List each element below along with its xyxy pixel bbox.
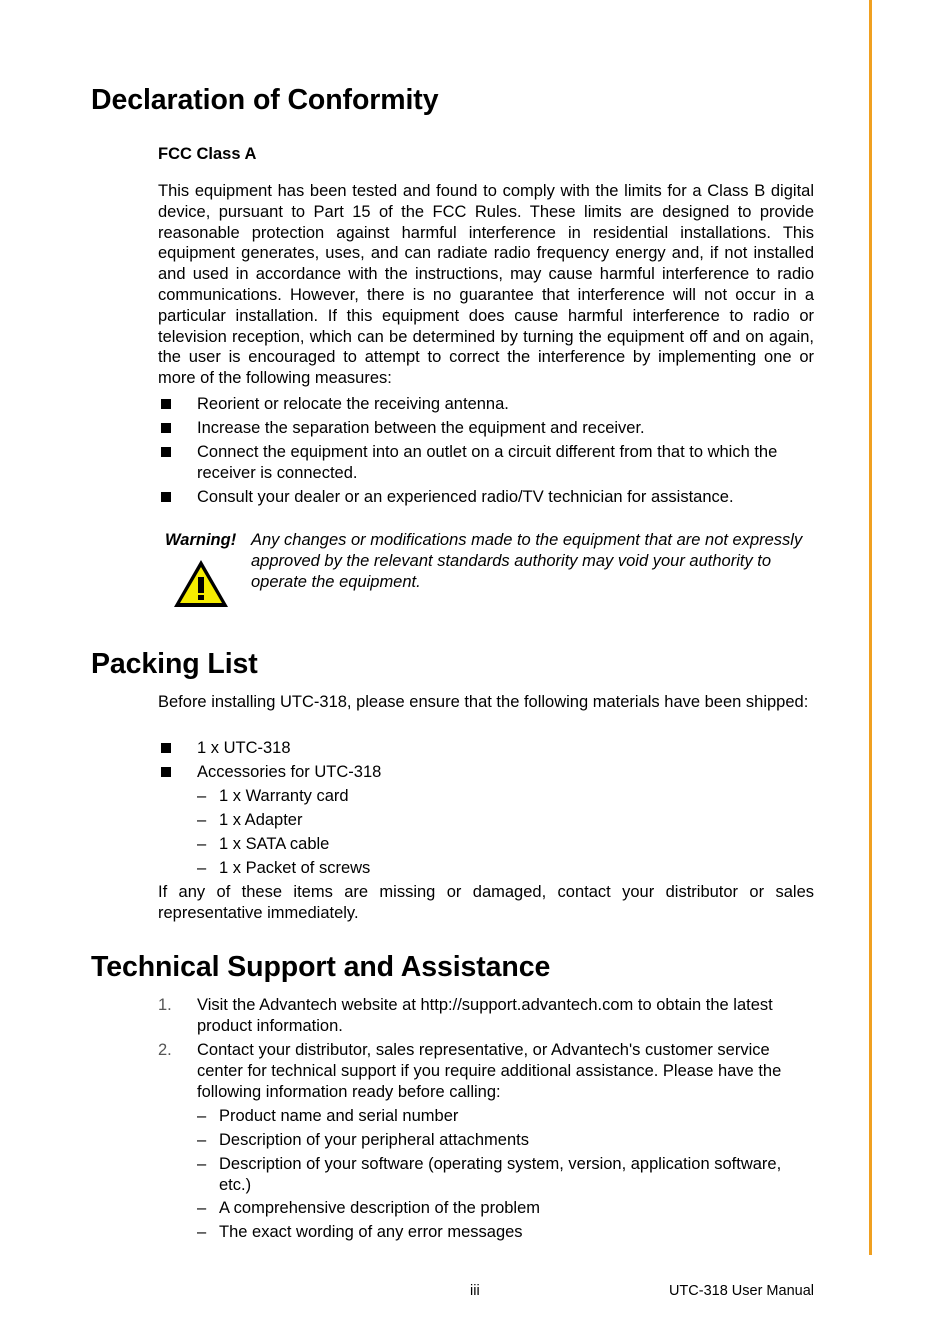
page-number: iii [470,1283,480,1299]
accessory-item: 1 x Adapter [219,811,303,829]
dash-marker: – [197,1199,207,1217]
dash-marker: – [197,811,207,829]
measure-item: Increase the separation between the equipment and receiver. [197,419,645,437]
dash-marker: – [197,1155,207,1173]
bullet-icon [161,743,171,753]
measure-item: Connect the equipment into an outlet on a circuit different from that to which the receiver is connected. [197,443,778,482]
accessory-item: 1 x SATA cable [219,835,330,853]
dash-marker: – [197,835,207,853]
info-item: Product name and serial number [219,1107,459,1125]
fcc-paragraph: This equipment has been tested and found to comply with the limits for a Class B digital device, pursuant to Part 15 of the FCC Rules. These limits are designed to provide reasonable protection against harmful interference in residential installations. This equipment generates, uses, and can radiate radio frequency energy and, if not installed and used in accordance with the instructions, may cause harmful interference to radio communications. However, there is no guarantee that interference will not occur in a particular installation. If this equipment does cause harmful interference to radio or television reception, which can be determined by turning the equipment off and on again, the user is encouraged to attempt to correct the interference by implementing one or more of the following measures: [158,182,814,388]
support-title: Technical Support and Assistance [91,951,551,983]
bullet-icon [161,399,171,409]
support-step: Contact your distributor, sales representative, or Advantech's customer service center for technical support if you require additional assistance. Please have the following information ready before calling: [197,1041,782,1101]
bullet-icon [161,767,171,777]
packing-item: 1 x UTC-318 [197,739,291,757]
bullet-icon [161,447,171,457]
dash-marker: – [197,1223,207,1241]
step-number: 2. [158,1041,172,1059]
packing-title: Packing List [91,648,258,680]
dash-marker: – [197,787,207,805]
fcc-subtitle: FCC Class A [158,145,257,163]
measure-item: Reorient or relocate the receiving antenna. [197,395,509,413]
packing-outro: If any of these items are missing or damaged, contact your distributor or sales representative immediately. [158,883,814,922]
bullet-icon [161,423,171,433]
info-item: Description of your peripheral attachments [219,1131,529,1149]
measure-item: Consult your dealer or an experienced radio/TV technician for assistance. [197,488,734,506]
info-item: A comprehensive description of the problem [219,1199,541,1217]
page-edge-bar [869,0,872,1255]
warning-label: Warning! [165,531,237,549]
accessory-item: 1 x Warranty card [219,787,349,805]
info-item: The exact wording of any error messages [219,1223,523,1241]
dash-marker: – [197,1107,207,1125]
bullet-icon [161,492,171,502]
warning-triangle-icon [172,558,230,609]
packing-intro: Before installing UTC-318, please ensure that the following materials have been shipped: [158,693,809,711]
dash-marker: – [197,1131,207,1149]
declaration-title: Declaration of Conformity [91,84,439,116]
support-step: Visit the Advantech website at http://support.advantech.com to obtain the latest product information. [197,996,773,1035]
step-number: 1. [158,996,172,1014]
warning-text: Any changes or modifications made to the equipment that are not expressly approved by the relevant standards authority may void your authority to operate the equipment. [251,531,803,591]
manual-title: UTC-318 User Manual [668,1283,814,1299]
accessory-item: 1 x Packet of screws [219,859,371,877]
info-item: Description of your software (operating system, version, application software, etc.) [219,1155,782,1194]
packing-item: Accessories for UTC-318 [197,763,382,781]
dash-marker: – [197,859,207,877]
